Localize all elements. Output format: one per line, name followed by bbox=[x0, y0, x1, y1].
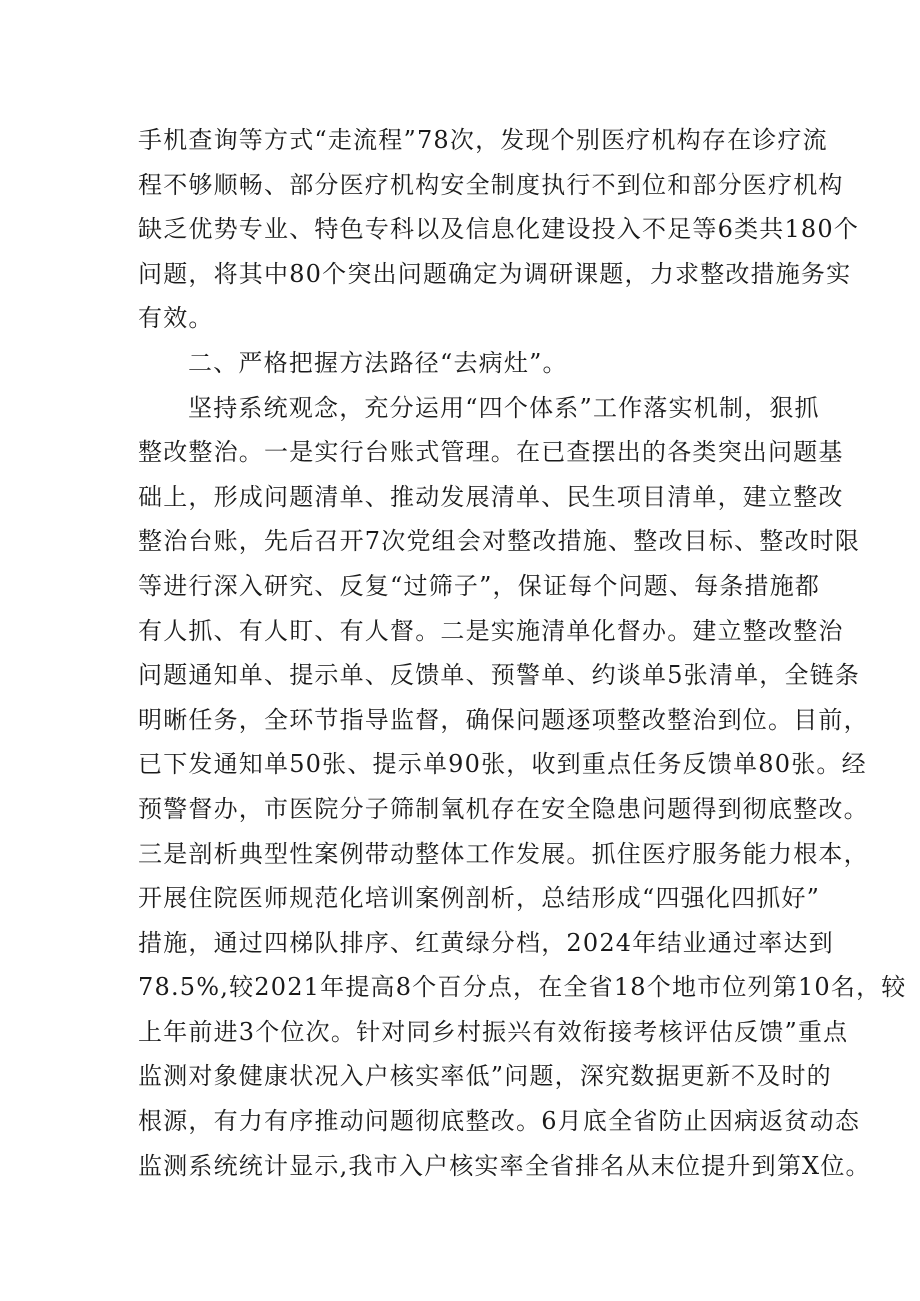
text-line: 整改整治。一是实行台账式管理。在已查摆出的各类突出问题基 bbox=[138, 438, 844, 467]
text-line: 明晰任务，全环节指导监督，确保问题逐项整改整治到位。目前， bbox=[138, 705, 869, 734]
text-line: 上年前进3个位次。针对同乡村振兴有效衔接考核评估反馈”重点 bbox=[138, 1017, 849, 1046]
text-line: 础上，形成问题清单、推动发展清单、民生项目清单，建立整改 bbox=[138, 482, 844, 511]
text-line: 措施，通过四梯队排序、红黄绿分档，2024年结业通过率达到 bbox=[138, 928, 834, 957]
text-line: 根源，有力有序推动问题彻底整改。6月底全省防止因病返贫动态 bbox=[138, 1107, 861, 1136]
text-line: 等进行深入研究、反复“过筛子”，保证每个问题、每条措施都 bbox=[138, 571, 821, 600]
text-line: 已下发通知单50张、提示单90张，收到重点任务反馈单80张。经 bbox=[138, 750, 867, 779]
text-line: 问题，将其中80个突出问题确定为调研课题，力求整改措施务实 bbox=[138, 259, 852, 288]
body-text bbox=[138, 118, 907, 1188]
text-line: 问题通知单、提示单、反馈单、预警单、约谈单5张清单，全链条 bbox=[138, 661, 861, 690]
text-line: 缺乏优势专业、特色专科以及信息化建设投入不足等6类共180个 bbox=[138, 215, 860, 244]
text-line: 二、严格把握方法路径“去病灶”。 bbox=[188, 348, 568, 377]
text-line: 监测系统统计显示,我市入户核实率全省排名从末位提升到第X位。 bbox=[138, 1151, 871, 1180]
text-line: 78.5%,较2021年提高8个百分点，在全省18个地市位列第10名，较 bbox=[138, 973, 907, 1002]
text-line: 程不够顺畅、部分医疗机构安全制度执行不到位和部分医疗机构 bbox=[138, 170, 844, 199]
text-line: 整治台账，先后召开7次党组会对整改措施、整改目标、整改时限 bbox=[138, 527, 861, 556]
text-line: 有人抓、有人盯、有人督。二是实施清单化督办。建立整改整治 bbox=[138, 616, 844, 645]
text-line: 手机查询等方式“走流程”78次，发现个别医疗机构存在诊疗流 bbox=[138, 126, 828, 154]
text-line: 有效。 bbox=[138, 304, 214, 333]
text-line: 预警督办，市医院分子筛制氧机存在安全隐患问题得到彻底整改。 bbox=[138, 794, 869, 823]
text-line: 监测对象健康状况入户核实率低”问题，深究数据更新不及时的 bbox=[138, 1062, 832, 1091]
text-line: 三是剖析典型性案例带动整体工作发展。抓住医疗服务能力根本， bbox=[138, 839, 869, 868]
text-line: 坚持系统观念，充分运用“四个体系”工作落实机制，狠抓 bbox=[188, 393, 820, 422]
text-line: 开展住院医师规范化培训案例剖析，总结形成“四强化四抓好” bbox=[138, 884, 821, 913]
